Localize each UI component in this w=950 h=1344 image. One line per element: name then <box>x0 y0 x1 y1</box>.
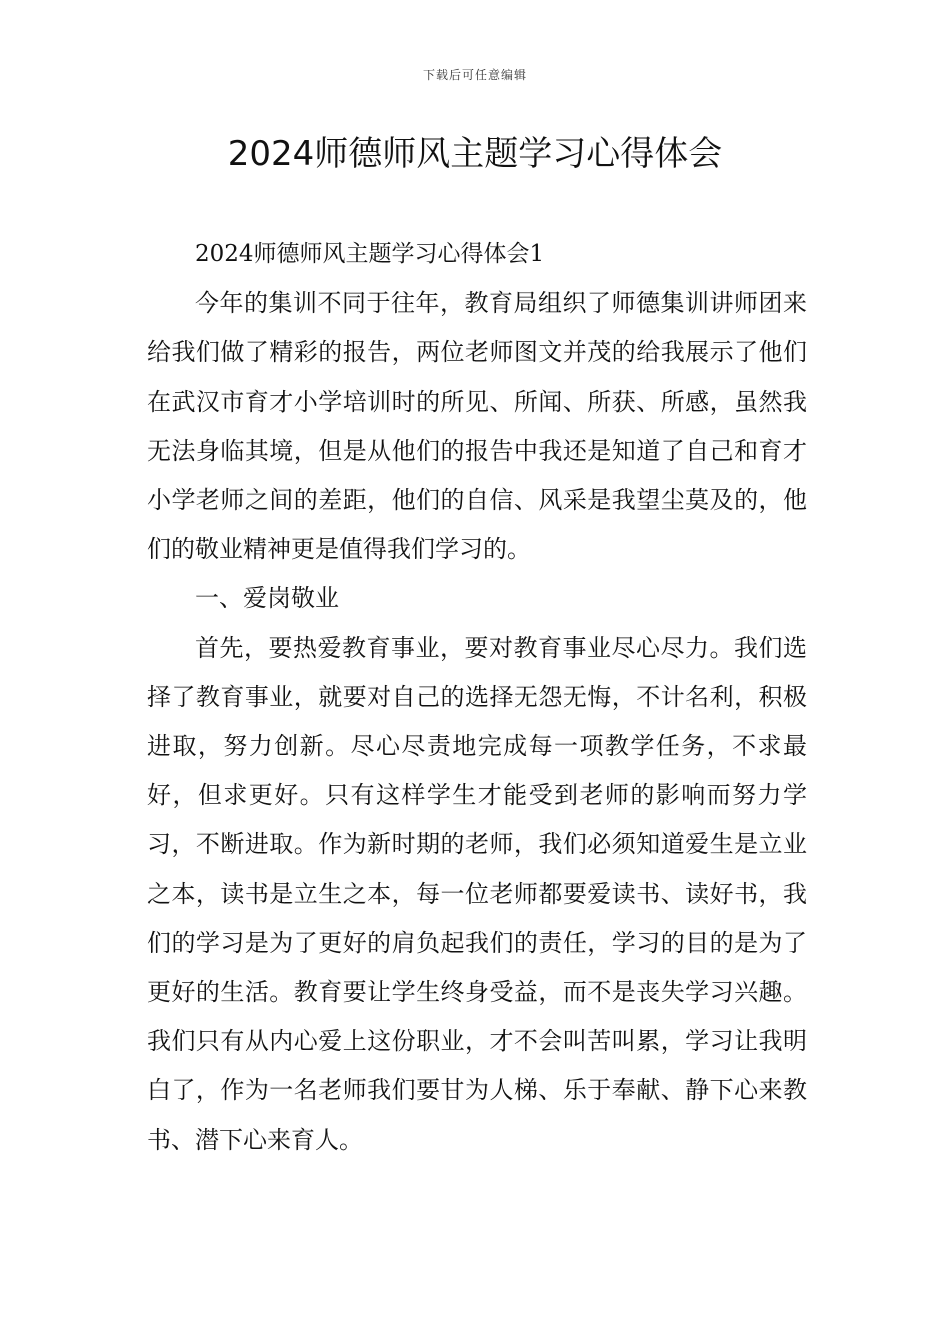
section-heading: 一、爱岗敬业 <box>195 584 339 613</box>
document-title: 2024师德师风主题学习心得体会 <box>227 134 723 174</box>
header-note: 下载后可任意编辑 <box>422 68 527 82</box>
paragraph-body: 首先，要热爱教育事业，要对教育事业尽心尽力。我们选择了教育事业，就要对自己的选择无怨无悔，不计名利，积极进取，努力创新。尽心尽责地完成每一项教学任务，不求最好，但求更好。只有这样学生才能受到老师的影响而努力学习，不断进取。作为新时期的老师，我们必须知道爱生是立业之本，读书是立生之本，每一位老师都要爱读书、读好书，我们的学习是为了更好的肩负起我们的责任，学习的目的是为了更好的生活。教育要让学生终身受益，而不是丧失学习兴趣。我们只有从内心爱上这份职业，才不会叫苦叫累，学习让我明白了，作为一名老师我们要甘为人梯、乐于奉献、静下心来教书、潜下心来育人。 <box>147 633 807 1154</box>
document-body <box>147 230 807 1165</box>
section-subtitle: 2024师德师风主题学习心得体会1 <box>195 241 545 267</box>
paragraph-intro: 今年的集训不同于往年，教育局组织了师德集训讲师团来给我们做了精彩的报告，两位老师图文并茂的给我展示了他们在武汉市育才小学培训时的所见、所闻、所获、所感，虽然我无法身临其境，但是从他们的报告中我还是知道了自己和育才小学老师之间的差距，他们的自信、风采是我望尘莫及的，他们的敬业精神更是值得我们学习的。 <box>147 289 807 564</box>
